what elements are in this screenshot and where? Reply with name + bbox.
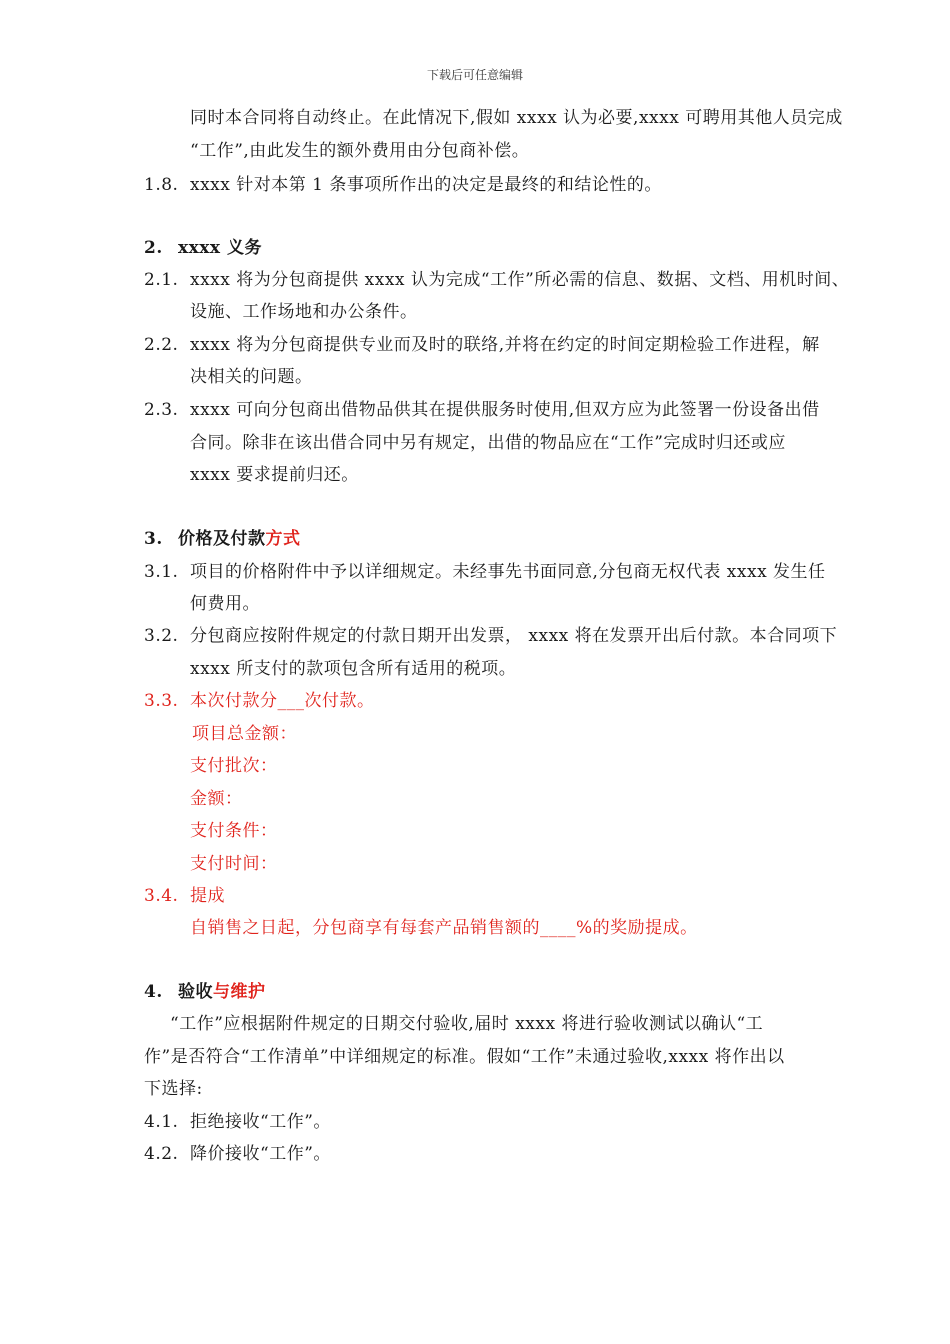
section-number: 3.: [144, 529, 163, 549]
section1-continuation-line2: “工作”,由此发生的额外费用由分包商补偿。: [190, 141, 530, 161]
section-2-heading: [144, 236, 262, 260]
clause-number: 1.8.: [144, 175, 179, 195]
payment-field-batches: 支付批次：: [190, 756, 278, 776]
clause-2-3-line2: 合同。除非在该出借合同中另有规定，出借的物品应在“工作”完成时归还或应: [190, 433, 786, 453]
payment-field-conditions: 支付条件：: [190, 821, 278, 841]
section-title-highlight: 方式: [265, 529, 301, 549]
clause-number: 2.3.: [144, 400, 179, 420]
section-number: 2.: [144, 238, 163, 258]
clause-text: xxxx 将为分包商提供 xxxx 认为完成“工作”所必需的信息、数据、文档、用机时间、: [190, 270, 850, 290]
payment-field-total-amount: 项目总金额：: [192, 724, 297, 744]
clause-2-2-line2: 决相关的问题。: [190, 367, 313, 387]
section-title: 价格及付款: [178, 529, 266, 549]
clause-3-3: [144, 689, 375, 713]
clause-3-4-text: 自销售之日起，分包商享有每套产品销售额的____%的奖励提成。: [190, 918, 698, 938]
clause-3-2: [144, 624, 837, 648]
clause-number: 3.4.: [144, 886, 179, 906]
clause-2-3-line3: xxxx 要求提前归还。: [190, 465, 359, 485]
clause-text: 本次付款分___次付款。: [190, 691, 375, 711]
clause-number: 3.2.: [144, 626, 179, 646]
clause-number: 4.1.: [144, 1112, 179, 1132]
section-4-paragraph-line1: “工作”应根据附件规定的日期交付验收,届时 xxxx 将进行验收测试以确认“工: [170, 1014, 764, 1034]
clause-text: 拒绝接收“工作”。: [190, 1112, 331, 1132]
clause-2-2: [144, 333, 820, 357]
clause-text: 项目的价格附件中予以详细规定。未经事先书面同意,分包商无权代表 xxxx 发生任: [190, 562, 826, 582]
payment-field-time: 支付时间：: [190, 854, 278, 874]
clause-title: 提成: [190, 886, 225, 906]
clause-3-2-line2: xxxx 所支付的款项包含所有适用的税项。: [190, 659, 517, 679]
clause-3-1: [144, 560, 826, 584]
section-4-heading: [144, 980, 266, 1004]
clause-number: 2.2.: [144, 335, 179, 355]
section-3-heading: [144, 527, 301, 551]
clause-number: 4.2.: [144, 1144, 179, 1164]
clause-text: 分包商应按附件规定的付款日期开出发票， xxxx 将在发票开出后付款。本合同项下: [190, 626, 838, 646]
section-title-highlight: 与维护: [213, 982, 266, 1002]
clause-3-1-line2: 何费用。: [190, 594, 260, 614]
clause-4-2: [144, 1142, 331, 1166]
section-number: 4.: [144, 982, 163, 1002]
clause-text: xxxx 将为分包商提供专业而及时的联络,并将在约定的时间定期检验工作进程，解: [190, 335, 820, 355]
clause-text: xxxx 针对本第 1 条事项所作出的决定是最终的和结论性的。: [190, 175, 662, 195]
clause-2-3: [144, 398, 820, 422]
clause-3-4: [144, 884, 225, 908]
payment-field-amount: 金额：: [190, 789, 243, 809]
clause-number: 3.3.: [144, 691, 179, 711]
section-4-paragraph-line2: 作”是否符合“工作清单”中详细规定的标准。假如“工作”未通过验收,xxxx 将作出以: [144, 1047, 785, 1067]
section-4-paragraph-line3: 下选择:: [144, 1079, 203, 1099]
clause-text: 降价接收“工作”。: [190, 1144, 331, 1164]
section-title: 验收: [178, 982, 213, 1002]
section-title: xxxx 义务: [178, 238, 262, 258]
clause-1-8: [144, 173, 662, 197]
clause-text: xxxx 可向分包商出借物品供其在提供服务时使用,但双方应为此签署一份设备出借: [190, 400, 820, 420]
clause-number: 3.1.: [144, 562, 179, 582]
section1-continuation-line1: 同时本合同将自动终止。在此情况下,假如 xxxx 认为必要,xxxx 可聘用其他人员完成: [190, 108, 843, 128]
clause-2-1: [144, 268, 849, 292]
clause-number: 2.1.: [144, 270, 179, 290]
clause-4-1: [144, 1110, 331, 1134]
page-header: 下载后可任意编辑: [426, 68, 523, 82]
clause-2-1-line2: 设施、工作场地和办公条件。: [190, 302, 418, 322]
